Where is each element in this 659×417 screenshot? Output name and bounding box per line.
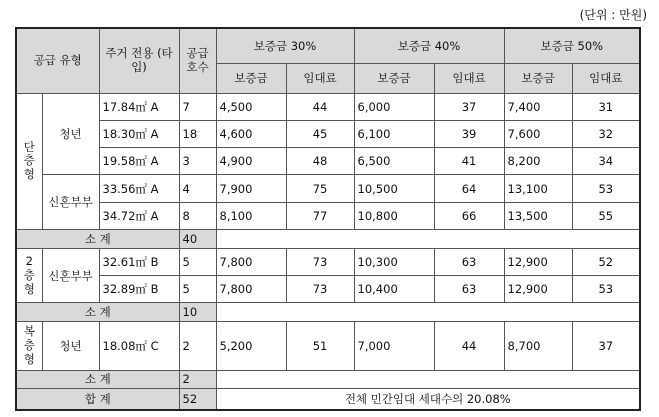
subheader-rent: 임대료 <box>572 64 640 93</box>
units-cell: 4 <box>179 175 216 202</box>
group-youth: 청년 <box>42 322 99 370</box>
units-cell: 5 <box>179 248 216 275</box>
subheader-rent: 임대료 <box>434 64 504 93</box>
subtotal-value: 40 <box>179 229 216 248</box>
units-cell: 2 <box>179 322 216 370</box>
unit-note: (단위 : 만원) <box>579 8 647 22</box>
header-units: 공급 호수 <box>179 28 216 93</box>
group-multi: 복 층 형 <box>16 322 42 370</box>
table-row <box>16 248 640 275</box>
deposit-cell: 4,600 <box>216 120 286 147</box>
deposit-cell: 7,000 <box>354 322 434 370</box>
rent-cell: 51 <box>286 322 354 370</box>
rent-cell: 75 <box>286 175 354 202</box>
area-cell: 33.56㎡ A <box>99 175 179 202</box>
table-row <box>16 202 640 229</box>
area-cell: 18.30㎡ A <box>99 120 179 147</box>
rent-cell: 37 <box>434 93 504 120</box>
rent-cell: 66 <box>434 202 504 229</box>
rent-cell: 34 <box>572 148 640 175</box>
header-deposit-50: 보증금 50% <box>504 28 640 64</box>
deposit-cell: 10,300 <box>354 248 434 275</box>
deposit-cell: 8,700 <box>504 322 572 370</box>
rental-table <box>15 27 641 411</box>
rent-cell: 53 <box>572 276 640 303</box>
table-row <box>16 276 640 303</box>
table-row <box>16 322 640 370</box>
deposit-cell: 8,200 <box>504 148 572 175</box>
rent-cell: 73 <box>286 276 354 303</box>
rent-cell: 53 <box>572 175 640 202</box>
header-area: 주거 전용 (타입) <box>99 28 179 93</box>
rent-cell: 37 <box>572 322 640 370</box>
subheader-deposit: 보증금 <box>504 64 572 93</box>
deposit-cell: 6,100 <box>354 120 434 147</box>
deposit-cell: 6,000 <box>354 93 434 120</box>
area-cell: 17.84㎡ A <box>99 93 179 120</box>
subtotal-row <box>16 229 640 248</box>
rent-cell: 73 <box>286 248 354 275</box>
group-youth: 청년 <box>42 93 99 175</box>
subheader-deposit: 보증금 <box>354 64 434 93</box>
units-cell: 7 <box>179 93 216 120</box>
deposit-cell: 7,600 <box>504 120 572 147</box>
deposit-cell: 10,400 <box>354 276 434 303</box>
rent-cell: 63 <box>434 248 504 275</box>
group-newlywed: 신혼부부 <box>42 248 99 303</box>
rent-cell: 44 <box>434 322 504 370</box>
empty-cell <box>216 229 640 248</box>
deposit-cell: 13,100 <box>504 175 572 202</box>
subtotal-label: 소 계 <box>16 303 179 322</box>
units-cell: 5 <box>179 276 216 303</box>
subtotal-label: 소 계 <box>16 229 179 248</box>
rent-cell: 63 <box>434 276 504 303</box>
deposit-cell: 8,100 <box>216 202 286 229</box>
area-cell: 34.72㎡ A <box>99 202 179 229</box>
total-note: 전체 민간임대 세대수의 20.08% <box>216 389 640 410</box>
units-cell: 3 <box>179 148 216 175</box>
rent-cell: 32 <box>572 120 640 147</box>
deposit-cell: 7,800 <box>216 276 286 303</box>
total-label: 합 계 <box>16 389 179 410</box>
rent-cell: 64 <box>434 175 504 202</box>
empty-cell <box>216 370 640 389</box>
subheader-rent: 임대료 <box>286 64 354 93</box>
total-value: 52 <box>179 389 216 410</box>
group-single: 단 층 형 <box>16 93 42 229</box>
rent-cell: 41 <box>434 148 504 175</box>
subtotal-row <box>16 303 640 322</box>
empty-cell <box>216 303 640 322</box>
units-cell: 18 <box>179 120 216 147</box>
rent-cell: 39 <box>434 120 504 147</box>
area-cell: 19.58㎡ A <box>99 148 179 175</box>
rent-cell: 45 <box>286 120 354 147</box>
rent-cell: 55 <box>572 202 640 229</box>
deposit-cell: 7,400 <box>504 93 572 120</box>
area-cell: 32.61㎡ B <box>99 248 179 275</box>
deposit-cell: 10,800 <box>354 202 434 229</box>
area-cell: 32.89㎡ B <box>99 276 179 303</box>
rent-cell: 52 <box>572 248 640 275</box>
subheader-deposit: 보증금 <box>216 64 286 93</box>
header-deposit-30: 보증금 30% <box>216 28 354 64</box>
group-newlywed: 신혼부부 <box>42 175 99 230</box>
rent-cell: 77 <box>286 202 354 229</box>
subtotal-row <box>16 370 640 389</box>
rent-cell: 31 <box>572 93 640 120</box>
header-supply-type: 공급 유형 <box>16 28 99 93</box>
deposit-cell: 4,900 <box>216 148 286 175</box>
deposit-cell: 10,500 <box>354 175 434 202</box>
subtotal-label: 소 계 <box>16 370 179 389</box>
group-double: 2 층 형 <box>16 248 42 303</box>
area-cell: 18.08㎡ C <box>99 322 179 370</box>
deposit-cell: 7,900 <box>216 175 286 202</box>
subtotal-value: 2 <box>179 370 216 389</box>
table-row <box>16 93 640 120</box>
table-row <box>16 120 640 147</box>
deposit-cell: 7,800 <box>216 248 286 275</box>
table-row <box>16 148 640 175</box>
deposit-cell: 12,900 <box>504 248 572 275</box>
deposit-cell: 4,500 <box>216 93 286 120</box>
deposit-cell: 6,500 <box>354 148 434 175</box>
header-deposit-40: 보증금 40% <box>354 28 504 64</box>
table-row <box>16 175 640 202</box>
rent-cell: 44 <box>286 93 354 120</box>
deposit-cell: 13,500 <box>504 202 572 229</box>
subtotal-value: 10 <box>179 303 216 322</box>
deposit-cell: 5,200 <box>216 322 286 370</box>
deposit-cell: 12,900 <box>504 276 572 303</box>
total-row <box>16 389 640 410</box>
units-cell: 8 <box>179 202 216 229</box>
rent-cell: 48 <box>286 148 354 175</box>
